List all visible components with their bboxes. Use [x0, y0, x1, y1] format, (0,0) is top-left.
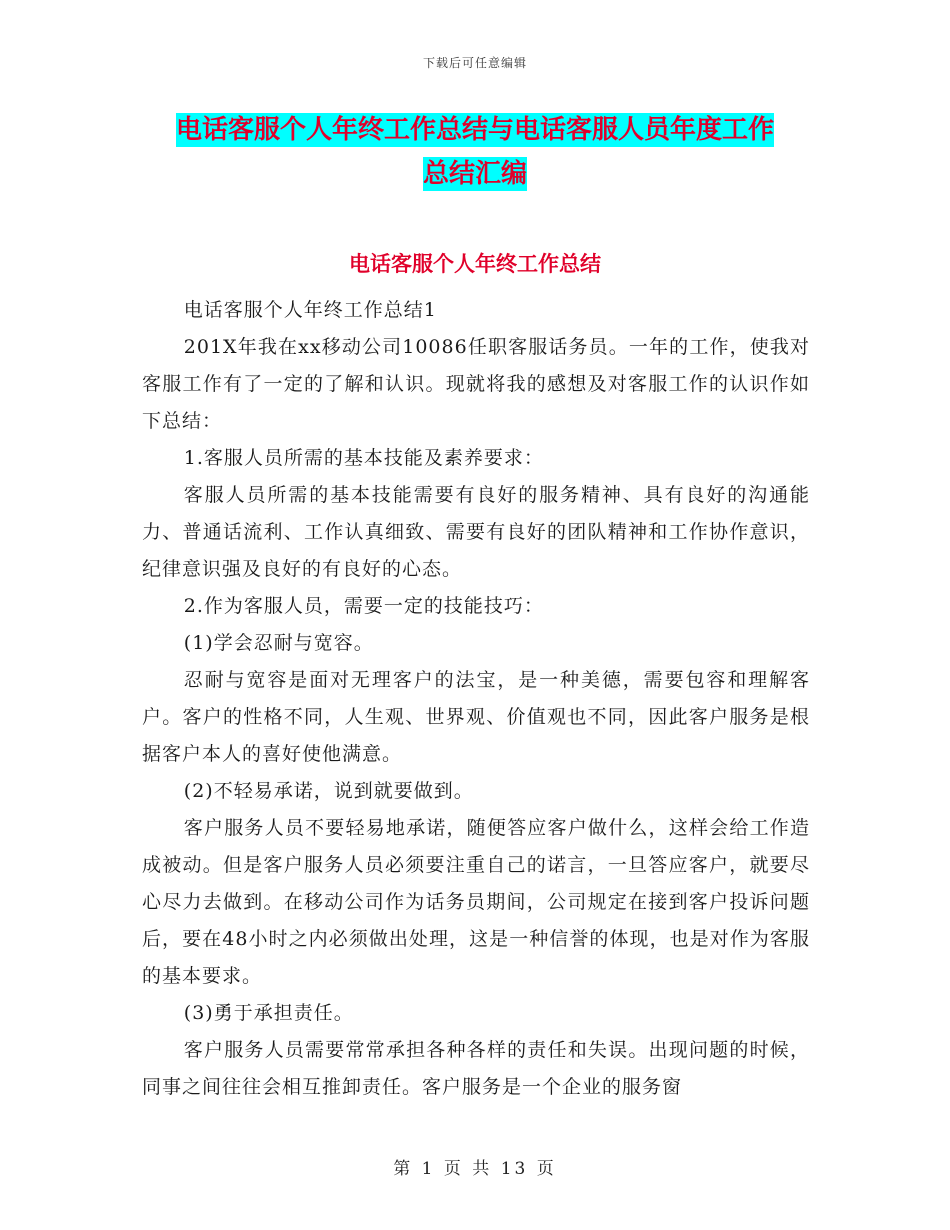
paragraph: 1.客服人员所需的基本技能及素养要求：	[183, 447, 544, 469]
page-number-footer: 第 1 页 共 13 页	[393, 1159, 557, 1179]
paragraph: 客户服务人员需要常常承担各种各样的责任和失误。出现问题的时候，同事之间往往会相互推卸责任。客户服务是一个企业的服务窗	[142, 1039, 810, 1098]
paragraph: 客服人员所需的基本技能需要有良好的服务精神、具有良好的沟通能力、普通话流利、工作认真细致、需要有良好的团队精神和工作协作意识，纪律意识强及良好的有良好的心态。	[142, 484, 810, 580]
document-body	[142, 292, 810, 1106]
page-header-note: 下载后可任意编辑	[422, 56, 527, 70]
paragraph: (2)不轻易承诺，说到就要做到。	[183, 780, 474, 802]
paragraph: 忍耐与宽容是面对无理客户的法宝，是一种美德，需要包容和理解客户。客户的性格不同，人生观、世界观、价值观也不同，因此客户服务是根据客户本人的喜好使他满意。	[142, 669, 810, 765]
paragraph: 客户服务人员不要轻易地承诺，随便答应客户做什么，这样会给工作造成被动。但是客户服务人员必须要注重自己的诺言，一旦答应客户，就要尽心尽力去做到。在移动公司作为话务员期间，公司规定在接到客户投诉问题后，要在48小时之内必须做出处理，这是一种信誉的体现，也是对作为客服的基本要求。	[142, 817, 810, 987]
document-title-line-2: 总结汇编	[422, 159, 527, 189]
paragraph: 电话客服个人年终工作总结1	[183, 299, 437, 321]
document-title	[140, 108, 810, 196]
document-title-line-1: 电话客服个人年终工作总结与电话客服人员年度工作	[175, 115, 774, 145]
paragraph: 2.作为客服人员，需要一定的技能技巧：	[183, 595, 544, 617]
section-title: 电话客服个人年终工作总结	[349, 252, 601, 276]
paragraph: (1)学会忍耐与宽容。	[183, 632, 374, 654]
paragraph: (3)勇于承担责任。	[183, 1002, 354, 1024]
paragraph: 201X年我在xx移动公司10086任职客服话务员。一年的工作，使我对客服工作有了一定的了解和认识。现就将我的感想及对客服工作的认识作如下总结：	[142, 336, 810, 432]
